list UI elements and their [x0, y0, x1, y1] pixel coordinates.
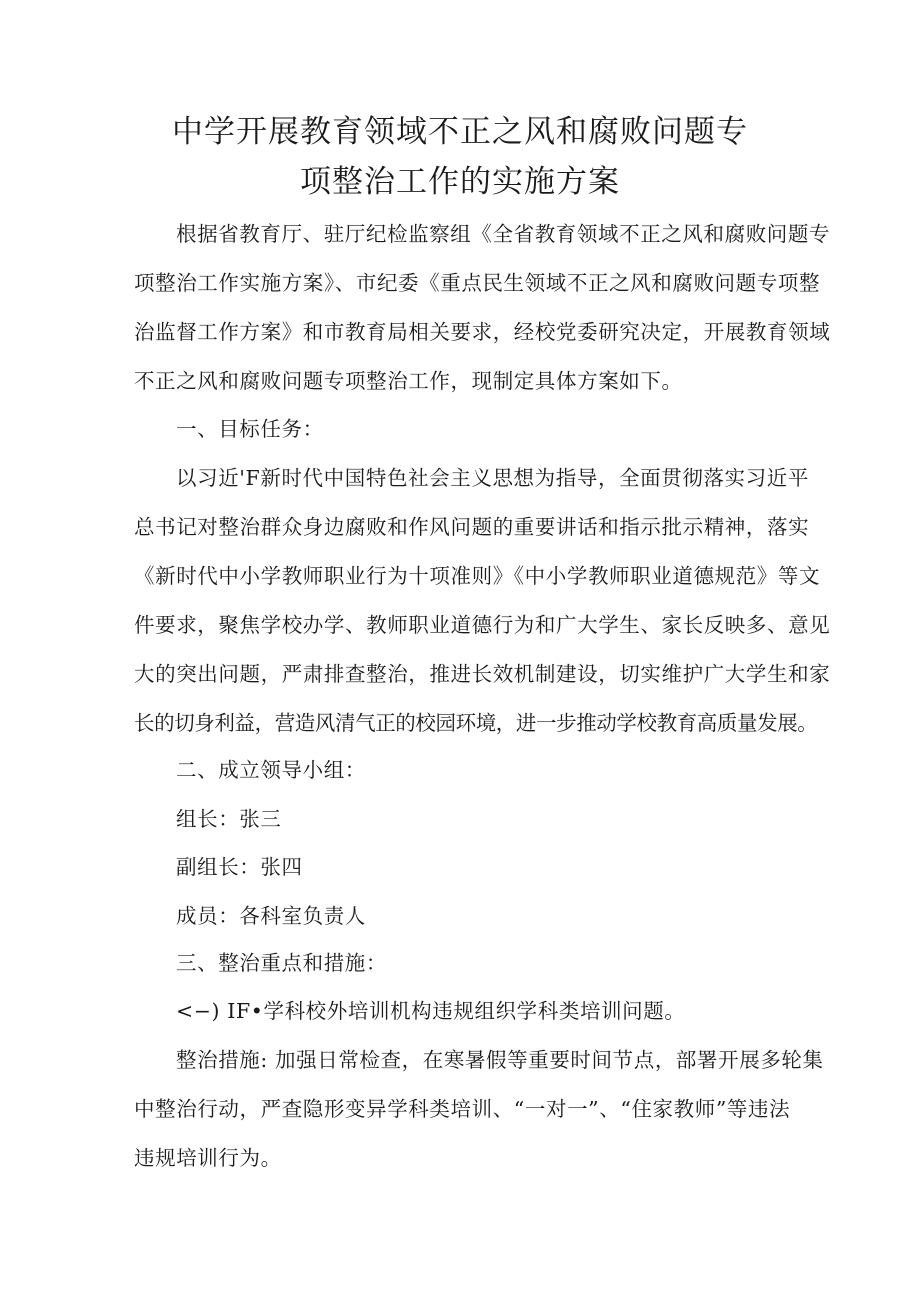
group-deputy-leader: 副组长：张四 — [176, 855, 303, 879]
section-body-line: 《新时代中小学教师职业行为十项准则》《中小学教师职业道德规范》等文 — [134, 564, 821, 588]
section-body-line: 以习近'F新时代中国特色社会主义思想为指导，全面贯彻落实习近平 — [176, 466, 809, 490]
section-body-line: 件要求，聚焦学校办学、教师职业道德行为和广大学生、家长反映多、意见 — [134, 613, 831, 637]
intro-line: 项整治工作实施方案》、市纪委《重点民生领域不正之风和腐败问题专项整 — [134, 271, 821, 295]
group-leader: 组长：张三 — [176, 807, 282, 831]
item-measure-line: 整治措施: 加强日常检查，在寒暑假等重要时间节点，部署开展多轮集 — [176, 1048, 824, 1072]
section-heading: 二、成立领导小组： — [176, 758, 366, 782]
section-heading: 三、整治重点和措施： — [176, 951, 387, 975]
intro-line: 不正之风和腐败问题专项整治工作，现制定具体方案如下。 — [134, 369, 683, 393]
item-measure-line: 中整治行动，严查隐形变异学科类培训、“一对一”、“住家教师”等违法 — [134, 1097, 791, 1121]
item-title: <−) IF•学科校外培训机构违规组织学科类培训问题。 — [176, 999, 686, 1023]
section-body-line: 长的切身利益，营造风清气正的校园环境，进一步推动学校教育高质量发展。 — [134, 711, 818, 735]
document-title-line-1: 中学开展教育领域不正之风和腐败问题专 — [172, 114, 748, 150]
section-body-line: 大的突出问题，严肃排查整治，推进长效机制建设，切实维护广大学生和家 — [134, 662, 831, 686]
section-heading: 一、目标任务： — [176, 417, 324, 441]
section-body-line: 总书记对整治群众身边腐败和作风问题的重要讲话和指示批示精神，落实 — [134, 515, 810, 539]
item-measure-line: 违规培训行为。 — [134, 1146, 282, 1170]
intro-line: 根据省教育厅、驻厅纪检监察组《全省教育领域不正之风和腐败问题专 — [176, 222, 831, 246]
group-members: 成员：各科室负责人 — [176, 904, 366, 928]
intro-line: 治监督工作方案》和市教育局相关要求，经校党委研究决定，开展教育领域 — [134, 320, 831, 344]
document-title-line-2: 项整治工作的实施方案 — [300, 164, 620, 200]
